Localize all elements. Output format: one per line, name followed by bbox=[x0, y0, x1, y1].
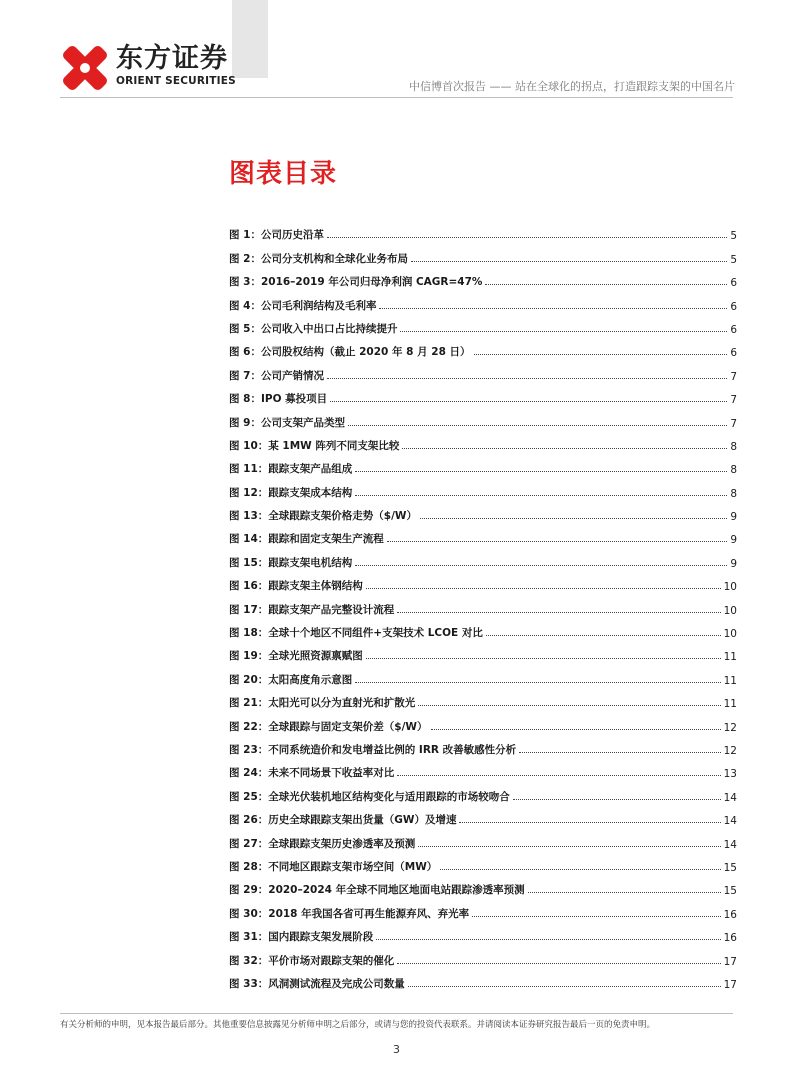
toc-entry-label: 图 25：全球光伏装机地区结构变化与适用跟踪的市场较吻合 bbox=[229, 790, 510, 803]
toc-dot-leader bbox=[348, 425, 727, 426]
toc-entry-page: 14 bbox=[723, 815, 737, 828]
header-decor-bar bbox=[232, 0, 268, 78]
toc-entry-page: 6 bbox=[730, 300, 737, 313]
logo-english-name: ORIENT SECURITIES bbox=[116, 75, 236, 87]
toc-entry[interactable] bbox=[229, 313, 737, 336]
toc-entry-label: 图 20：太阳高度角示意图 bbox=[229, 673, 353, 686]
toc-dot-leader bbox=[355, 471, 727, 472]
toc-entry-page: 7 bbox=[730, 370, 737, 383]
toc-entry-label: 图 16：跟踪支架主体钢结构 bbox=[229, 580, 363, 593]
toc-dot-leader bbox=[519, 752, 720, 753]
toc-dot-leader bbox=[327, 378, 727, 379]
toc-entry-label: 图 26：历史全球跟踪支架出货量（GW）及增速 bbox=[229, 814, 457, 827]
toc-entry-page: 9 bbox=[730, 511, 737, 524]
toc-entry[interactable] bbox=[229, 851, 737, 874]
toc-entry-label: 图 9：公司支架产品类型 bbox=[229, 416, 345, 429]
toc-entry-page: 8 bbox=[730, 464, 737, 477]
toc-dot-leader bbox=[366, 658, 721, 659]
toc-entry-label: 图 10：某 1MW 阵列不同支架比较 bbox=[229, 439, 400, 452]
toc-entry-page: 7 bbox=[730, 394, 737, 407]
toc-entry[interactable] bbox=[229, 734, 737, 757]
toc-dot-leader bbox=[400, 331, 727, 332]
toc-entry[interactable] bbox=[229, 383, 737, 406]
toc-entry-label: 图 19：全球光照资源禀赋图 bbox=[229, 650, 363, 663]
toc-entry-page: 8 bbox=[730, 440, 737, 453]
toc-entry-label: 图 27：全球跟踪支架历史渗透率及预测 bbox=[229, 837, 416, 850]
toc-dot-leader bbox=[397, 963, 720, 964]
toc-dot-leader bbox=[418, 846, 720, 847]
toc-entry-label: 图 24：未来不同场景下收益率对比 bbox=[229, 767, 395, 780]
toc-entry[interactable] bbox=[229, 242, 737, 265]
toc-entry-page: 17 bbox=[723, 978, 737, 991]
footer-disclaimer: 有关分析师的申明，见本报告最后部分。其他重要信息披露见分析师申明之后部分，或请与您的投资代表联系。并请阅读本证券研究报告最后一页的免责申明。 bbox=[60, 1020, 656, 1030]
toc-entry-label: 图 30：2018 年我国各省可再生能源弃风、弃光率 bbox=[229, 907, 470, 920]
page-number: 3 bbox=[393, 1043, 400, 1056]
toc-entry[interactable] bbox=[229, 546, 737, 569]
toc-dot-leader bbox=[528, 892, 721, 893]
toc-dot-leader bbox=[376, 939, 720, 940]
toc-entry[interactable] bbox=[229, 687, 737, 710]
toc-entry[interactable] bbox=[229, 453, 737, 476]
toc-entry-label: 图 12：跟踪支架成本结构 bbox=[229, 486, 353, 499]
toc-dot-leader bbox=[397, 612, 720, 613]
toc-entry-page: 16 bbox=[723, 932, 737, 945]
toc-dot-leader bbox=[485, 284, 727, 285]
toc-dot-leader bbox=[418, 705, 720, 706]
toc-entry-page: 6 bbox=[730, 347, 737, 360]
toc-entry[interactable] bbox=[229, 266, 737, 289]
toc-dot-leader bbox=[355, 565, 727, 566]
toc-dot-leader bbox=[355, 495, 727, 496]
toc-entry-page: 14 bbox=[723, 838, 737, 851]
toc-entry[interactable] bbox=[229, 827, 737, 850]
toc-entry[interactable] bbox=[229, 430, 737, 453]
toc-entry[interactable] bbox=[229, 617, 737, 640]
toc-dot-leader bbox=[408, 986, 721, 987]
toc-entry-page: 10 bbox=[723, 604, 737, 617]
toc-dot-leader bbox=[472, 916, 720, 917]
toc-entry-label: 图 33：风洞测试流程及完成公司数量 bbox=[229, 977, 405, 990]
toc-dot-leader bbox=[387, 541, 728, 542]
toc-dot-leader bbox=[330, 401, 727, 402]
toc-entry-page: 17 bbox=[723, 955, 737, 968]
toc-entry-label: 图 13：全球跟踪支架价格走势（$/W） bbox=[229, 510, 417, 523]
toc-entry-label: 图 2：公司分支机构和全球化业务布局 bbox=[229, 252, 408, 265]
toc-entry-page: 13 bbox=[723, 768, 737, 781]
toc-entry-label: 图 7：公司产销情况 bbox=[229, 369, 324, 382]
toc-entry-label: 图 15：跟踪支架电机结构 bbox=[229, 556, 353, 569]
toc-entry-label: 图 6：公司股权结构（截止 2020 年 8 月 28 日） bbox=[229, 346, 471, 359]
toc-dot-leader bbox=[486, 635, 721, 636]
toc-entry-label: 图 5：公司收入中出口占比持续提升 bbox=[229, 322, 398, 335]
toc-dot-leader bbox=[397, 775, 720, 776]
toc-entry-page: 7 bbox=[730, 417, 737, 430]
toc-entry[interactable] bbox=[229, 757, 737, 780]
toc-entry-label: 图 28：不同地区跟踪支架市场空间（MW） bbox=[229, 860, 438, 873]
toc-entry-label: 图 21：太阳光可以分为直射光和扩散光 bbox=[229, 697, 416, 710]
toc-entry-label: 图 8：IPO 募投项目 bbox=[229, 393, 328, 406]
toc-entry[interactable] bbox=[229, 523, 737, 546]
toc-entry-page: 11 bbox=[723, 674, 737, 687]
toc-entry[interactable] bbox=[229, 593, 737, 616]
toc-entry[interactable] bbox=[229, 944, 737, 967]
footer-divider bbox=[60, 1013, 733, 1014]
toc-entry-page: 11 bbox=[723, 698, 737, 711]
toc-entry-label: 图 22：全球跟踪与固定支架价差（$/W） bbox=[229, 720, 428, 733]
toc-entry[interactable] bbox=[229, 289, 737, 312]
toc-dot-leader bbox=[431, 729, 721, 730]
toc-entry-page: 10 bbox=[723, 628, 737, 641]
toc-entry-label: 图 18：全球十个地区不同组件+支架技术 LCOE 对比 bbox=[229, 627, 483, 640]
toc-entry-label: 图 31：国内跟踪支架发展阶段 bbox=[229, 931, 374, 944]
toc-entry-page: 14 bbox=[723, 791, 737, 804]
toc-entry-page: 9 bbox=[730, 557, 737, 570]
toc-entry[interactable] bbox=[229, 804, 737, 827]
toc-entry-page: 10 bbox=[723, 581, 737, 594]
toc-dot-leader bbox=[411, 261, 727, 262]
toc-entry-page: 5 bbox=[730, 253, 737, 266]
toc-entry-label: 图 3：2016–2019 年公司归母净利润 CAGR=47% bbox=[229, 276, 483, 289]
toc-entry-label: 图 17：跟踪支架产品完整设计流程 bbox=[229, 603, 395, 616]
toc-entry[interactable] bbox=[229, 663, 737, 686]
toc-entry[interactable] bbox=[229, 640, 737, 663]
toc-entry[interactable] bbox=[229, 874, 737, 897]
toc-entry-page: 16 bbox=[723, 908, 737, 921]
header-divider bbox=[60, 97, 733, 98]
toc-dot-leader bbox=[440, 869, 720, 870]
orient-securities-logo bbox=[55, 38, 115, 98]
toc-dot-leader bbox=[379, 308, 727, 309]
toc-entry-label: 图 29：2020–2024 年全球不同地区地面电站跟踪渗透率预测 bbox=[229, 884, 525, 897]
toc-entry[interactable] bbox=[229, 359, 737, 382]
toc-dot-leader bbox=[327, 237, 727, 238]
toc-entry-page: 11 bbox=[723, 651, 737, 664]
toc-entry-page: 15 bbox=[723, 861, 737, 874]
toc-entry[interactable] bbox=[229, 921, 737, 944]
toc-entry-label: 图 23：不同系统造价和发电增益比例的 IRR 改善敏感性分析 bbox=[229, 743, 517, 756]
toc-entry[interactable] bbox=[229, 968, 737, 991]
toc-entry-label: 图 14：跟踪和固定支架生产流程 bbox=[229, 533, 384, 546]
report-header-title: 中信博首次报告 —— 站在全球化的拐点，打造跟踪支架的中国名片 bbox=[409, 80, 735, 93]
logo-chinese-name: 东方证券 bbox=[116, 43, 228, 74]
toc-entry-label: 图 4：公司毛利润结构及毛利率 bbox=[229, 299, 377, 312]
toc-dot-leader bbox=[513, 799, 721, 800]
toc-entry[interactable] bbox=[229, 780, 737, 803]
toc-entry-page: 9 bbox=[730, 534, 737, 547]
toc-entry-page: 6 bbox=[730, 323, 737, 336]
toc-entry-label: 图 11：跟踪支架产品组成 bbox=[229, 463, 353, 476]
toc-entry[interactable] bbox=[229, 219, 737, 242]
toc-entry-page: 5 bbox=[730, 230, 737, 243]
figure-list bbox=[229, 219, 737, 991]
toc-entry[interactable] bbox=[229, 476, 737, 499]
toc-entry-label: 图 1：公司历史沿革 bbox=[229, 229, 324, 242]
toc-entry[interactable] bbox=[229, 570, 737, 593]
toc-entry[interactable] bbox=[229, 897, 737, 920]
toc-dot-leader bbox=[459, 822, 720, 823]
page-title: 图表目录 bbox=[229, 159, 338, 189]
toc-dot-leader bbox=[366, 588, 721, 589]
toc-entry-label: 图 32：平价市场对跟踪支架的催化 bbox=[229, 954, 395, 967]
toc-dot-leader bbox=[420, 518, 727, 519]
toc-entry[interactable] bbox=[229, 406, 737, 429]
toc-entry[interactable] bbox=[229, 336, 737, 359]
toc-entry-page: 8 bbox=[730, 487, 737, 500]
toc-entry-page: 6 bbox=[730, 277, 737, 290]
toc-entry[interactable] bbox=[229, 710, 737, 733]
toc-entry-page: 15 bbox=[723, 885, 737, 898]
toc-dot-leader bbox=[355, 682, 720, 683]
toc-entry-page: 12 bbox=[723, 721, 737, 734]
toc-dot-leader bbox=[474, 354, 728, 355]
toc-entry[interactable] bbox=[229, 500, 737, 523]
toc-entry-page: 12 bbox=[723, 744, 737, 757]
toc-dot-leader bbox=[402, 448, 727, 449]
